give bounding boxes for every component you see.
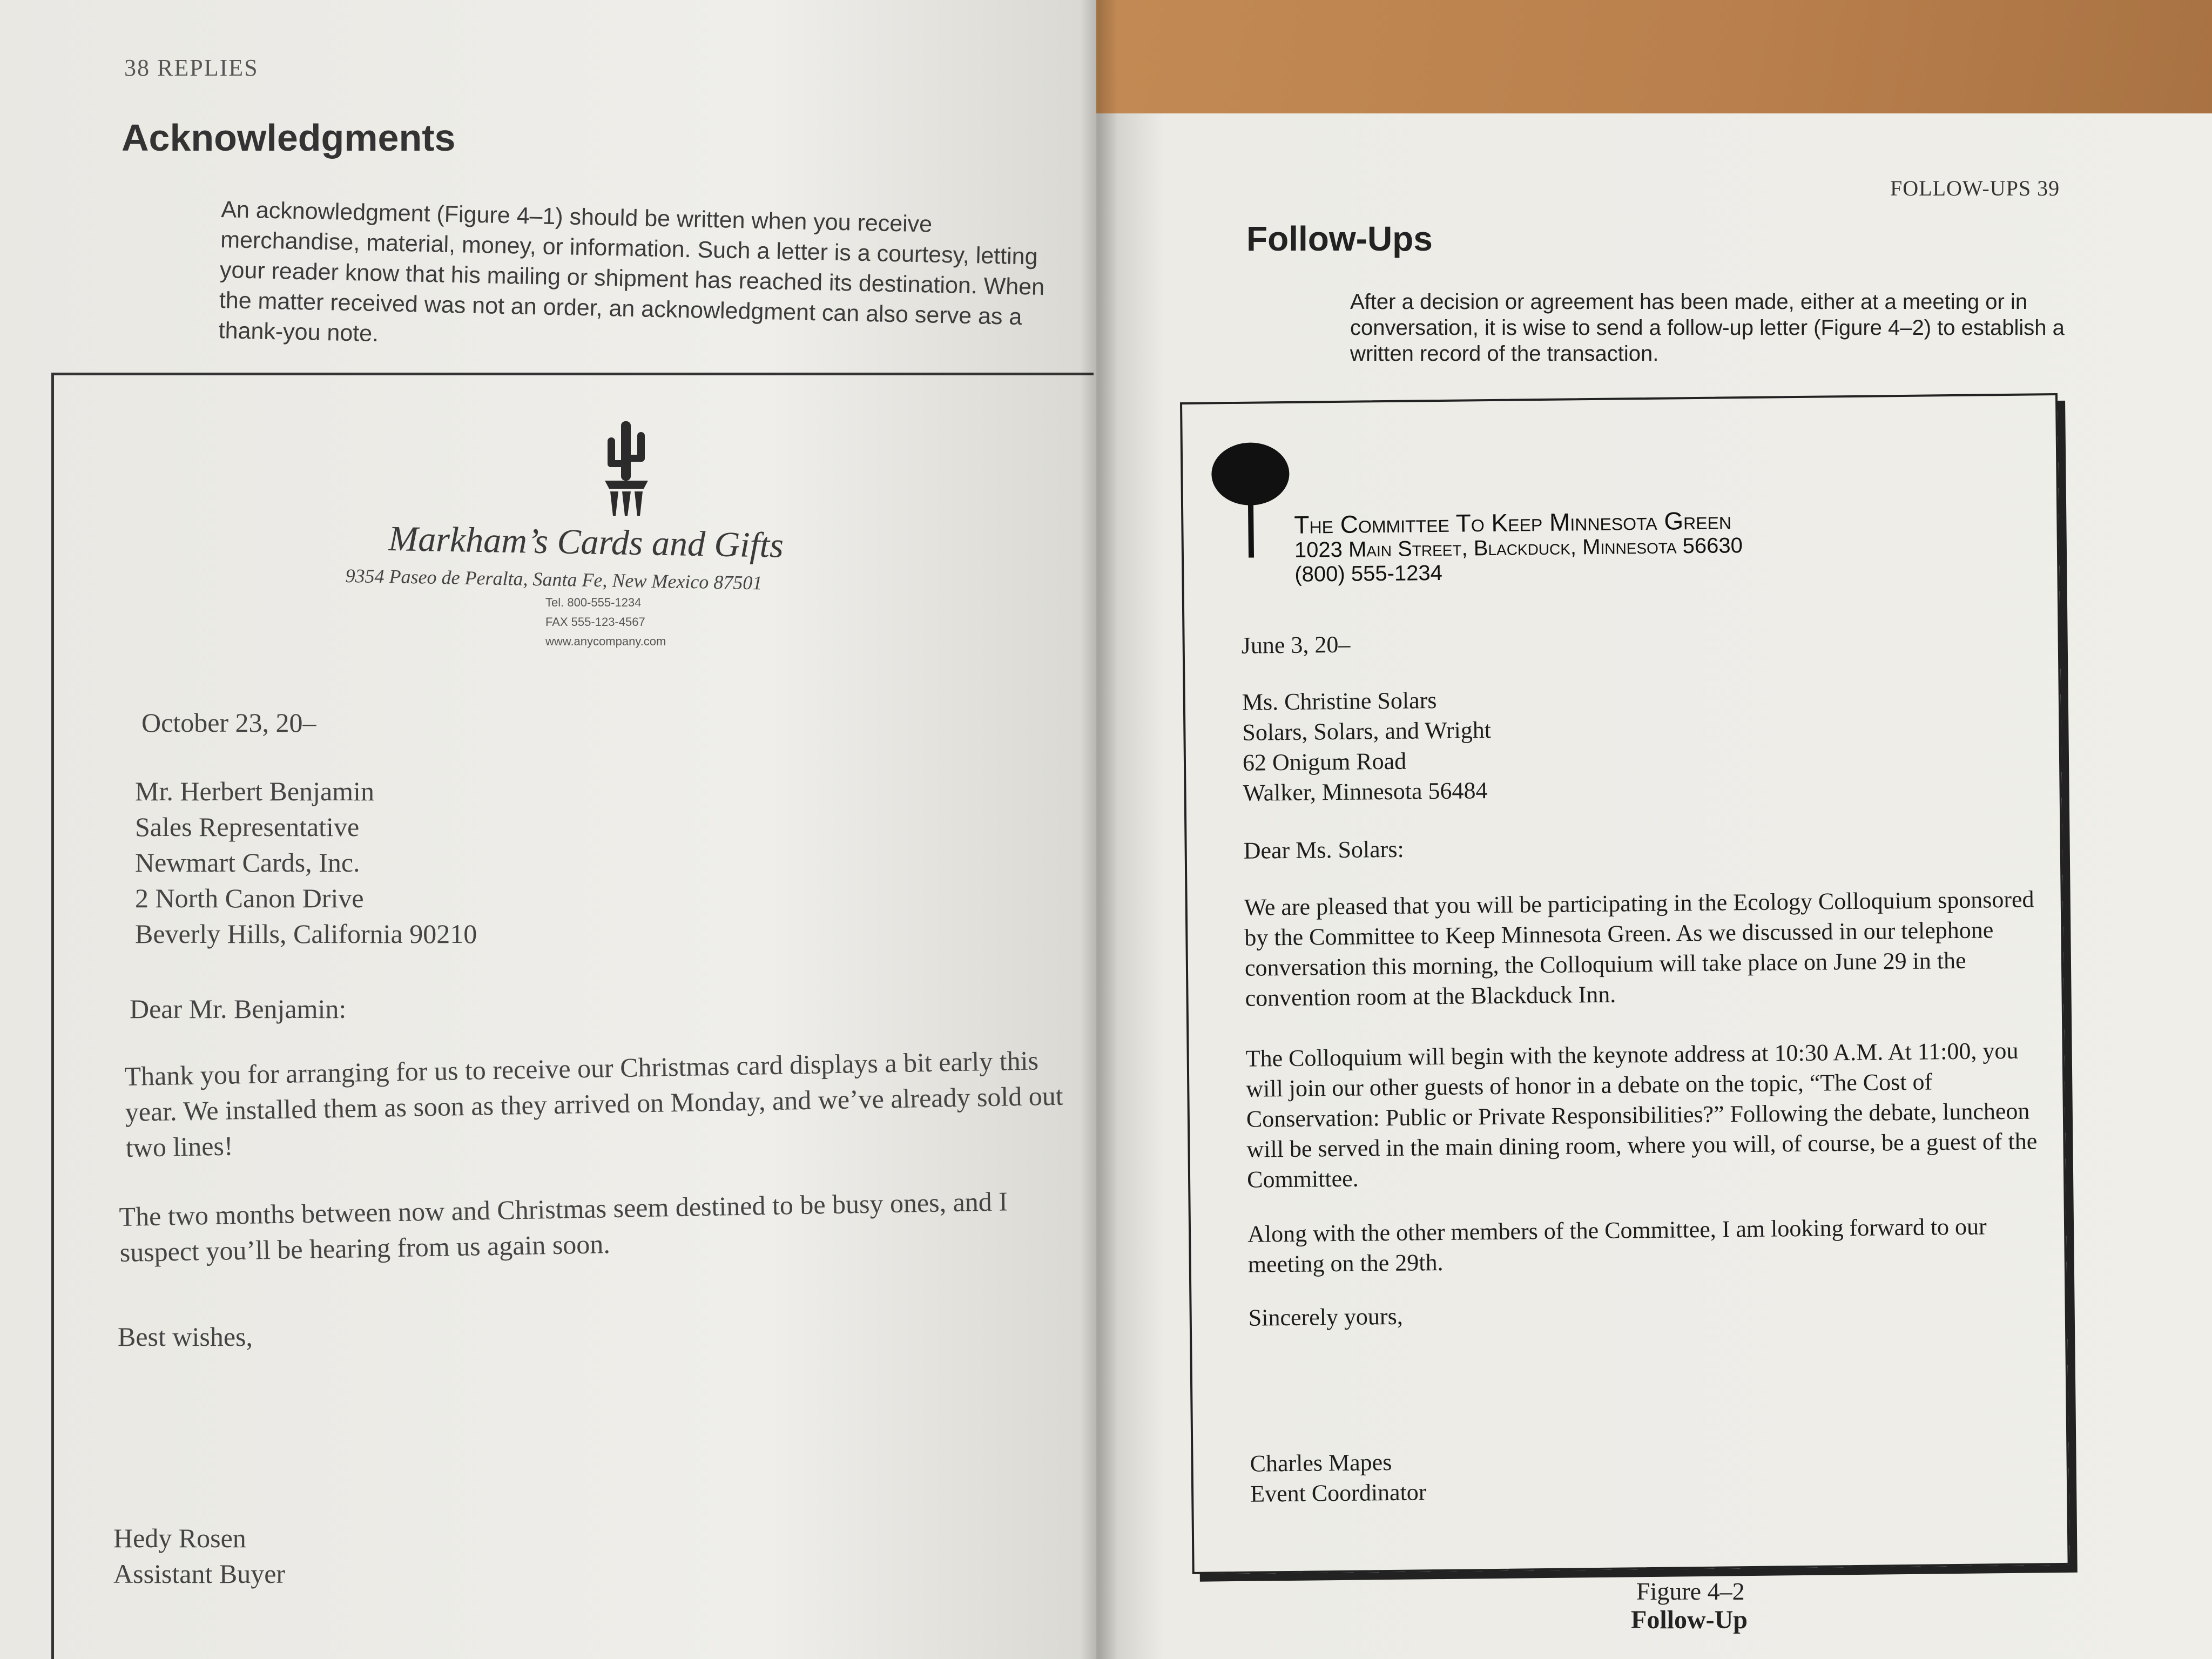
letterhead-company-name: Markham’s Cards and Gifts [388,518,784,565]
body-paragraph-right-2: The Colloquium will begin with the keynote address at 10:30 A.M. At 11:00, you will join our other guests of honor in a debate on the topic, “The Cost of Conservation: Public or Private Responsibilities?” Following the debate, luncheon will be served in the main dining room, where you will, of course, be a guest of the Committee. [1245,1037,2038,1193]
figure-number: Figure 4–2 [1636,1577,1745,1605]
letterhead-address: 9354 Paseo de Peralta, Santa Fe, New Mexico 87501 [345,564,763,594]
running-head-left: 38 REPLIES [124,55,259,81]
letter-date-left: October 23, 20– [141,707,316,738]
left-page [0,0,1096,1659]
intro-paragraph-left: An acknowledgment (Figure 4–1) should be written when you receive merchandise, material, money, or information. Such a letter is a courtesy, letting your reader know that his mailing or shipment has reached its destination. When the matter received was not an order, an acknowledgment can also serve as a thank-you note. [218,196,1045,347]
letterhead-tel: Tel. 800-555-1234 [545,596,642,609]
closing-right: Sincerely yours, [1248,1303,1403,1331]
body-paragraph-right-3: Along with the other members of the Committee, I am looking forward to our meeting on the 29th. [1247,1213,1987,1278]
salutation-right: Dear Ms. Solars: [1243,835,1404,864]
recipient-line: 2 North Canon Drive [135,883,364,913]
signer-title-right: Event Coordinator [1250,1479,1427,1507]
recipient-address-right [1242,685,1492,808]
closing-left: Best wishes, [118,1321,253,1352]
recipient-line: Sales Representative [135,812,360,842]
figure-title: Follow-Up [1631,1606,1748,1634]
section-heading-follow-ups: Follow-Ups [1246,219,1433,258]
recipient-address-left [135,773,477,952]
recipient-line: Newmart Cards, Inc. [135,847,360,878]
book-gutter [1080,0,1118,1659]
body-paragraph-left-2: The two months between now and Christmas seem destined to be busy ones, and I suspect you’ll be hearing from us again soon. [119,1186,1008,1267]
recipient-line: Beverly Hills, California 90210 [135,919,477,949]
signature-block-right [1250,1447,1426,1509]
recipient-line: Solars, Solars, and Wright [1242,717,1492,746]
letterhead-fax: FAX 555-123-4567 [545,615,645,629]
letterhead-contact [545,593,666,651]
cactus-logo-icon [594,416,659,518]
signer-name-right: Charles Mapes [1250,1449,1392,1477]
running-head-right: FOLLOW-UPS 39 [1890,176,2060,200]
recipient-line: Mr. Herbert Benjamin [135,776,374,806]
right-page [1096,113,2212,1659]
signer-title-left: Assistant Buyer [113,1559,286,1589]
letterhead-org-address: 1023 Main Street, Blackduck, Minnesota 56630 [1294,534,1743,562]
intro-paragraph-right: After a decision or agreement has been made, either at a meeting or in conversation, it is wise to send a follow-up letter (Figure 4–2) to establish a written record of the transaction. [1350,290,2065,366]
body-paragraph-left-1: Thank you for arranging for us to receive our Christmas card displays a bit early this year. We installed them as soon as they arrived on Monday, and we’ve already sold out two lines! [124,1045,1064,1163]
salutation-left: Dear Mr. Benjamin: [130,994,347,1024]
letterhead-org-phone: (800) 555-1234 [1294,561,1443,586]
figure-frame-right [1180,393,2070,1574]
recipient-line: Walker, Minnesota 56484 [1243,777,1488,806]
section-heading-acknowledgments: Acknowledgments [122,117,456,159]
signature-block-left [113,1520,285,1591]
tree-logo-icon [1210,439,1292,558]
signer-name-left: Hedy Rosen [113,1523,246,1553]
recipient-line: Ms. Christine Solars [1242,687,1437,716]
letterhead-web: www.anycompany.com [545,635,666,648]
body-paragraph-right-1: We are pleased that you will be participating in the Ecology Colloquium sponsored by the Committee to Keep Minnesota Green. As we discussed in our telephone conversation this morning, the Colloquium will take place on June 29 in the convention room at the Blackduck Inn. [1244,886,2034,1011]
recipient-line: 62 Onigum Road [1242,747,1407,776]
letterhead-org-name: The Committee To Keep Minnesota Green [1294,506,1732,539]
letter-date-right: June 3, 20– [1241,631,1351,659]
